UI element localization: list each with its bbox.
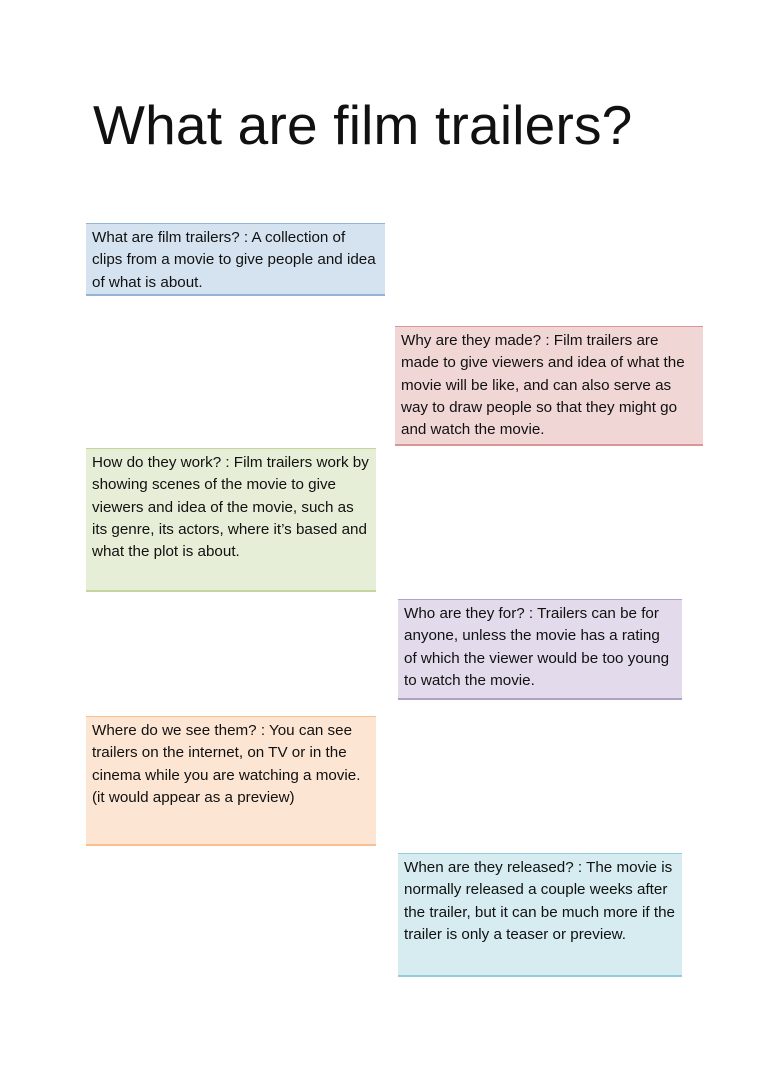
text-box-how-do-they-work: How do they work? : Film trailers work by showing scenes of the movie to give viewers and idea of the movie, such as its genre, its actors, where it’s based and what the plot is about.: [86, 448, 376, 592]
text-box-when-are-they-released: When are they released? : The movie is normally released a couple weeks after the trailer, but it can be much more if the trailer is only a teaser or preview.: [398, 853, 682, 977]
text-box-who-are-they-for: Who are they for? : Trailers can be for anyone, unless the movie has a rating of which the viewer would be too young to watch the movie.: [398, 599, 682, 700]
text-box-why-are-they-made: Why are they made? : Film trailers are made to give viewers and idea of what the movie will be like, and can also serve as way to draw people so that they might go and watch the movie.: [395, 326, 703, 446]
text-box-what-are-film-trailers: What are film trailers? : A collection of clips from a movie to give people and idea of what is about.: [86, 223, 385, 296]
text-box-where-do-we-see-them: Where do we see them? : You can see trailers on the internet, on TV or in the cinema while you are watching a movie. (it would appear as a preview): [86, 716, 376, 846]
page-title: What are film trailers?: [93, 94, 633, 156]
